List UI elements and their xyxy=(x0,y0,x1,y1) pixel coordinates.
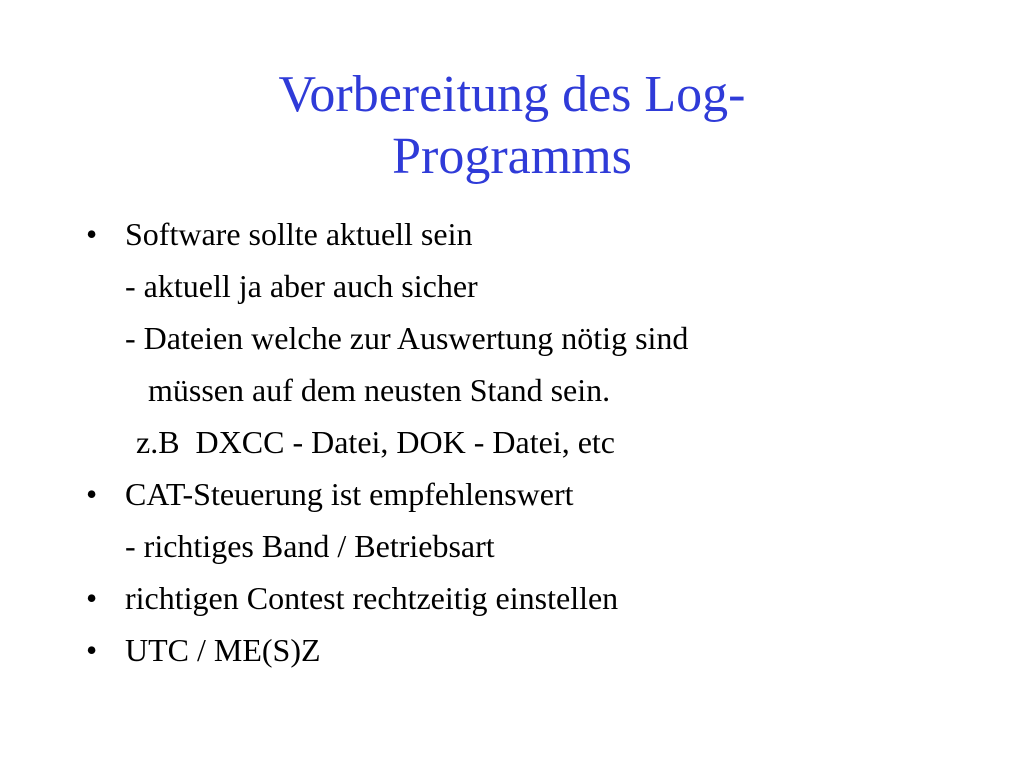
bullet-icon: • xyxy=(86,580,98,616)
bullet-text: UTC / ME(S)Z xyxy=(125,632,321,668)
bullet-text: richtigen Contest rechtzeitig einstellen xyxy=(125,580,619,616)
bullet-text: Software sollte aktuell sein xyxy=(125,216,473,252)
sub-item-text: - aktuell ja aber auch sicher xyxy=(125,268,478,304)
slide-title-line-1: Vorbereitung des Log- xyxy=(278,66,746,123)
bullet-text: CAT-Steuerung ist empfehlenswert xyxy=(125,476,574,512)
sub-item-text: - richtiges Band / Betriebsart xyxy=(125,528,495,564)
sub-item-text: - Dateien welche zur Auswertung nötig sind xyxy=(125,320,689,356)
sub-item-continuation: z.B DXCC - Datei, DOK - Datei, etc xyxy=(136,424,615,460)
sub-item-continuation: müssen auf dem neusten Stand sein. xyxy=(148,372,611,408)
slide-title-line-2: Programms xyxy=(392,128,632,185)
bullet-icon: • xyxy=(86,216,98,252)
bullet-icon: • xyxy=(86,632,98,668)
bullet-icon: • xyxy=(86,476,98,512)
